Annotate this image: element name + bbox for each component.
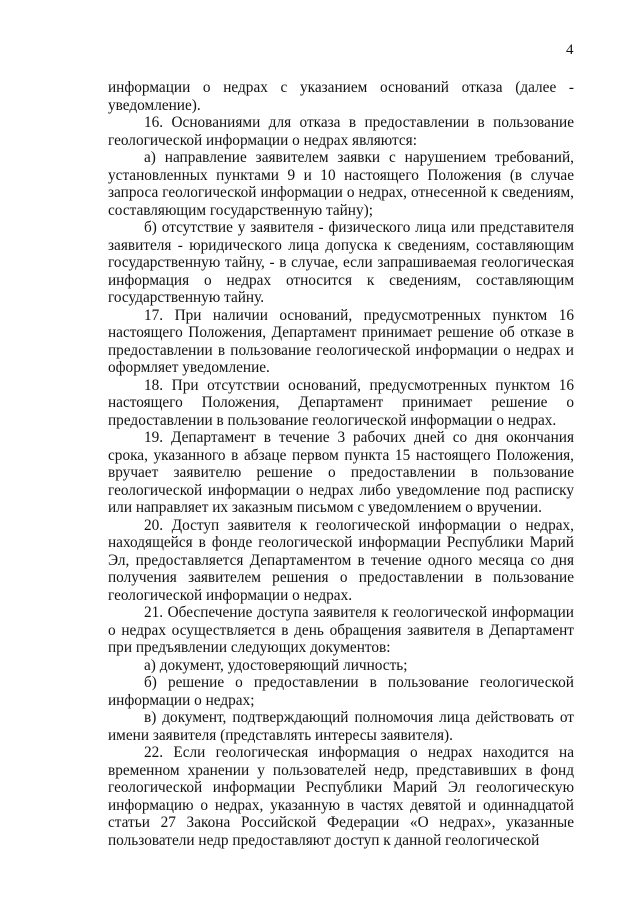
- paragraph-21-a: а) документ, удостоверяющий личность;: [144, 656, 408, 674]
- paragraph-17: 17. При наличии оснований, предусмотренных пунктом 16 настоящего Положения, Департамент принимает решение об отказе в предоставлении в пользование геологической информации о недрах и оформляет уведомление.: [108, 306, 574, 376]
- paragraph-16: 16. Основаниями для отказа в предоставлении в пользование геологической информации о недрах являются:: [108, 114, 574, 149]
- paragraph-16-b: б) отсутствие у заявителя - физического лица или представителя заявителя - юридического лица допуска к сведениям, составляющим государственную тайну, - в случае, если запрашиваемая геологическая информация о недрах относится к сведениям, составляющим государственную тайну.: [108, 219, 574, 306]
- paragraph-22: 22. Если геологическая информация о недрах находится на временном хранении у пользователей недр, представивших в фонд геологической информации Республики Марий Эл геологическую информацию о недрах, указанную в частях девятой и одиннадцатой статьи 27 Закона Российской Федерации «О недрах», указанные пользователи недр предоставляют доступ к данной геологической: [108, 744, 574, 849]
- paragraph-continuation: информации о недрах с указанием оснований отказа (далее - уведомление).: [108, 79, 574, 114]
- paragraph-21: 21. Обеспечение доступа заявителя к геологической информации о недрах осуществляется в день обращения заявителя в Департамент при предъявлении следующих документов:: [108, 604, 574, 656]
- paragraph-18: 18. При отсутствии оснований, предусмотренных пунктом 16 настоящего Положения, Департамент принимает решение о предоставлении в пользование геологической информации о недрах.: [108, 376, 574, 429]
- paragraph-19: 19. Департамент в течение 3 рабочих дней со дня окончания срока, указанного в абзаце первом пункта 15 настоящего Положения, вручает заявителю решение о предоставлении в пользование геологической информации о недрах либо уведомление под расписку или направляет их заказным письмом с уведомлением о вручении.: [108, 429, 574, 516]
- page-number: 4: [566, 42, 574, 58]
- document-body: [108, 79, 574, 849]
- paragraph-16-a: а) направление заявителем заявки с нарушением требований, установленных пунктами 9 и 10 настоящего Положения (в случае запроса геологической информации о недрах, отнесенной к сведениям, составляющим государственную тайну);: [108, 149, 574, 219]
- paragraph-20: 20. Доступ заявителя к геологической информации о недрах, находящейся в фонде геологической информации Республики Марий Эл, предоставляется Департаментом в течение одного месяца со дня получения заявителем решения о предоставлении в пользование геологической информации о недрах.: [108, 516, 574, 604]
- paragraph-21-v: в) документ, подтверждающий полномочия лица действовать от имени заявителя (представлять интересы заявителя).: [108, 709, 574, 744]
- paragraph-21-b: б) решение о предоставлении в пользование геологической информации о недрах;: [108, 674, 574, 709]
